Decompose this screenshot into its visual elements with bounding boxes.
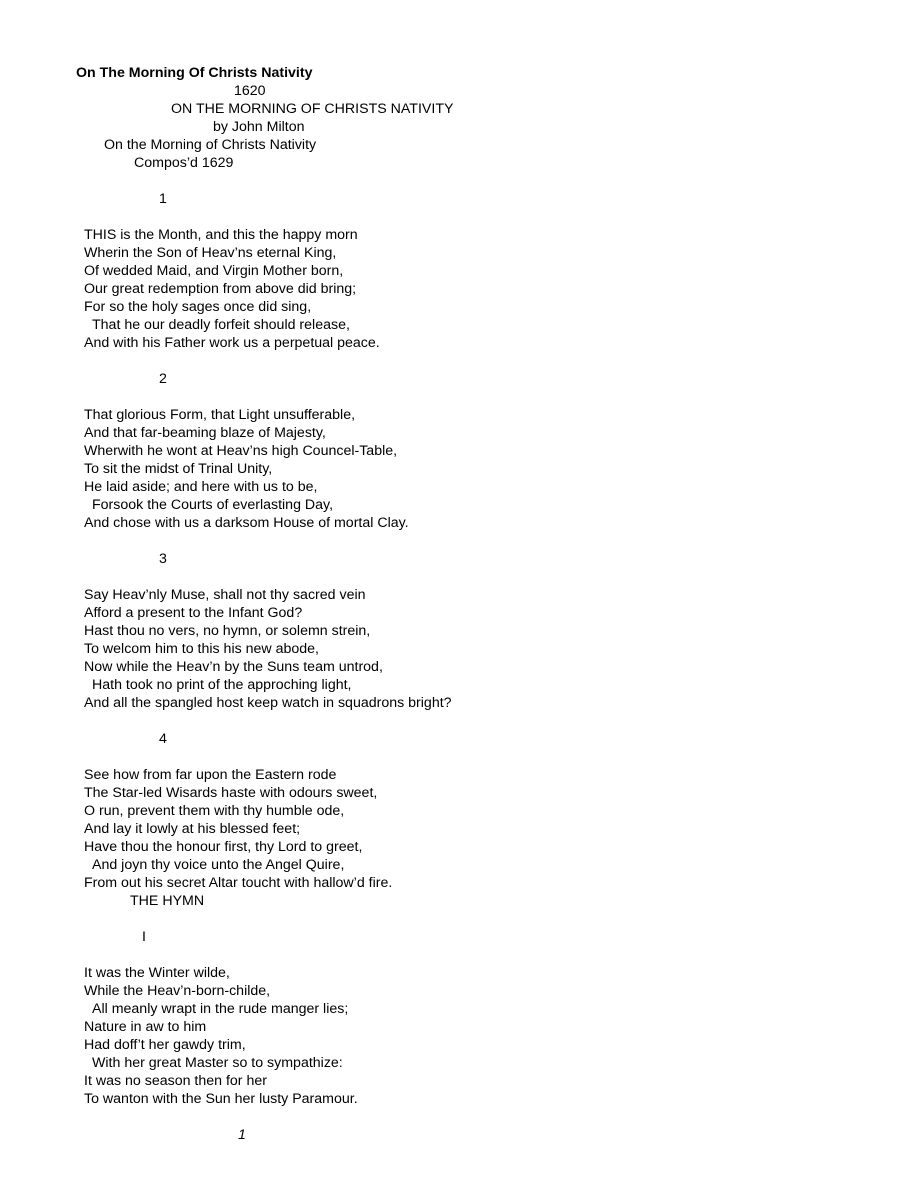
hymn-heading: THE HYMN [130,893,205,909]
verse-line: Say Heav’nly Muse, shall not thy sacred vein [84,587,366,603]
page-number: 1 [238,1127,246,1143]
verse-line: Our great redemption from above did bring; [84,281,357,297]
verse-line: That he our deadly forfeit should release, [92,317,350,333]
stanza-4 [84,766,392,892]
verse-line: The Star-led Wisards haste with odours sweet, [84,785,378,801]
stanza-2 [84,406,409,532]
verse-line: It was the Winter wilde, [84,965,230,981]
stanza-number: 2 [159,371,167,387]
stanza-1 [84,226,380,352]
verse-line: For so the holy sages once did sing, [84,299,312,315]
verse-line: Nature in aw to him [84,1019,207,1035]
verse-line: And that far-beaming blaze of Majesty, [84,425,326,441]
verse-line: All meanly wrapt in the rude manger lies; [92,1001,349,1017]
verse-line: O run, prevent them with thy humble ode, [84,803,345,819]
hymn-number: I [142,929,146,945]
verse-line: Of wedded Maid, and Virgin Mother born, [84,263,344,279]
verse-line: Now while the Heav’n by the Suns team untrod, [84,659,383,675]
verse-line: THIS is the Month, and this the happy morn [84,227,358,243]
hymn-stanza-1 [84,964,358,1108]
stanza-3 [84,586,452,712]
verse-line: Wherwith he wont at Heav’ns high Councel-Table, [84,443,398,459]
verse-line: Wherin the Son of Heav’ns eternal King, [84,245,337,261]
verse-line: See how from far upon the Eastern rode [84,767,337,783]
verse-line: And chose with us a darksom House of mortal Clay. [84,515,409,531]
verse-line: It was no season then for her [84,1073,267,1089]
verse-line: And with his Father work us a perpetual peace. [84,335,380,351]
verse-line: He laid aside; and here with us to be, [84,479,318,495]
verse-line: To welcom him to this his new abode, [84,641,319,657]
caps-title: ON THE MORNING OF CHRISTS NATIVITY [171,101,454,117]
subtitle: On the Morning of Christs Nativity [104,137,317,153]
verse-line: And lay it lowly at his blessed feet; [84,821,301,837]
byline: by John Milton [213,119,305,135]
verse-line: Forsook the Courts of everlasting Day, [92,497,334,513]
stanza-number: 1 [159,191,167,207]
document-title: On The Morning Of Christs Nativity [76,65,313,81]
verse-line: Have thou the honour first, thy Lord to greet, [84,839,363,855]
verse-line: To wanton with the Sun her lusty Paramour. [84,1091,358,1107]
verse-line: While the Heav’n-born-childe, [84,983,271,999]
verse-line: That glorious Form, that Light unsufferable, [84,407,356,423]
verse-line: From out his secret Altar toucht with hallow’d fire. [84,875,393,891]
verse-line: To sit the midst of Trinal Unity, [84,461,273,477]
year: 1620 [234,83,266,99]
stanza-number: 3 [159,551,167,567]
verse-line: Hast thou no vers, no hymn, or solemn strein, [84,623,371,639]
verse-line: Had doff’t her gawdy trim, [84,1037,246,1053]
composed-date: Compos’d 1629 [134,155,234,171]
verse-line: Hath took no print of the approching light, [92,677,352,693]
stanza-number: 4 [159,731,167,747]
verse-line: Afford a present to the Infant God? [84,605,303,621]
verse-line: With her great Master so to sympathize: [92,1055,343,1071]
verse-line: And all the spangled host keep watch in squadrons bright? [84,695,452,711]
verse-line: And joyn thy voice unto the Angel Quire, [92,857,345,873]
